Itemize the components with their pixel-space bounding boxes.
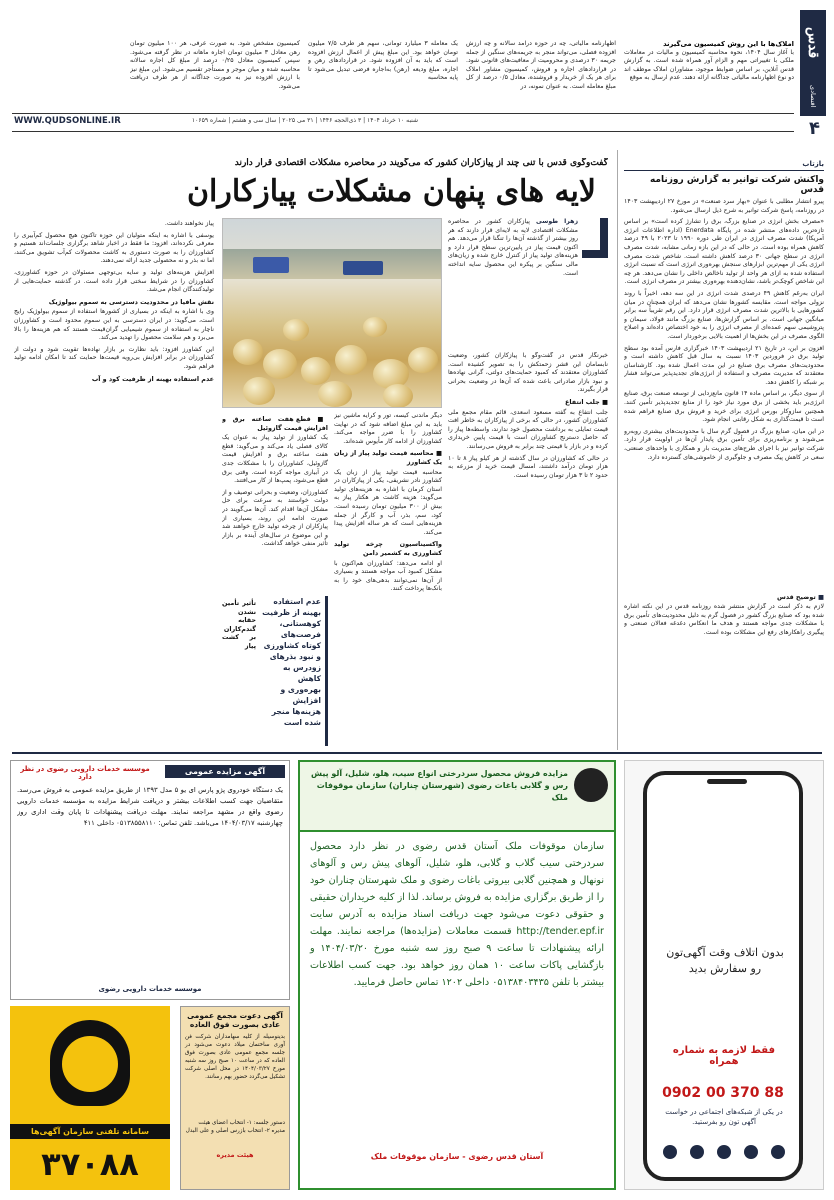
article-col-c2 xyxy=(222,596,256,746)
column-divider xyxy=(617,150,618,750)
article-subhead: ■ محاسبه قیمت تولید پیاز از زبان یک کشاورز xyxy=(334,449,442,466)
side-reply: لازم به ذکر است در گزارش منتشر شده روزنامه قدس در این نکته اشاره شده بود که صنایع بزرگ کشور در فصول گرم به دلیل محدودیت‌های تأمین برق با مشکلات جدی مواجه هستند و هدف ما انعکاس دغدغه فعالان صنعتی و پیگیری راهکارهای رفع این مشکلات بوده است. xyxy=(624,603,824,636)
ad-heading: بدون اتلاف وقت آگهی‌تون رو سفارش بدید xyxy=(666,946,784,975)
side-intro: پیرو انتشار مطلبی با عنوان «بهار سرد صنعت» در مورخ ۲۷ اردیبهشت ۱۴۰۳ در روزنامه، پاسخ شرکت توانیر به شرح ذیل ارسال می‌شود. xyxy=(624,198,824,214)
page-number: ۴ xyxy=(809,118,820,139)
dateline: شنبه ۱۰ خرداد ۱۴۰۴ | ۳ ذی‌الحجه ۱۴۴۶ | ۳۱ می ۲۰۲۵ | سال سی و هشتم | شماره ۱۰۶۵۹ xyxy=(191,117,418,124)
auction-signature: موسسه خدمات دارویی رضوی xyxy=(98,985,202,993)
instagram-icon[interactable] xyxy=(744,1145,758,1159)
auction-title: آگهی مزایده عمومی xyxy=(165,765,285,778)
article-paragraph: پیاز نخواهند داشت. xyxy=(164,220,214,227)
subhead-2: واکسیناسیون چرخه تولید کشاورزی به کشمیر دامن xyxy=(334,540,442,557)
meeting-title: آگهی دعوت مجمع عمومی عادی بصورت فوق العاده xyxy=(187,1011,283,1029)
article-paragraph: محاسبه قیمت تولید پیاز از زبان یک کشاورز نادر نشریفی، یکی از پیازکاران در استان کرمان با اشاره به هزینه‌های تولید می‌گوید: هزینه کاشت هر هکتار پیاز به بیش از ۳۰۰ میلیون تومان رسیده است. کود، سم، بذر، آب و کارگر از جمله هزینه‌هایی است که هر ساله افزایش پیدا می‌کند. xyxy=(334,468,442,536)
side-kicker: بازتاب xyxy=(624,160,824,171)
article-col-a xyxy=(448,352,608,742)
article-headline: لایه های پنهان مشکلات پیازکاران xyxy=(186,174,596,209)
pullquote-text: عدم استفاده بهینه از ظرفیت کوهستانی، فرصت‌های کوتاه کشاورزی و نبود بذرهای زودرس به کاهش بهره‌وری و افزایش هزینه‌ها منجر شده است xyxy=(262,597,321,727)
social-icons xyxy=(663,1145,785,1159)
side-subhead-text: توضیح قدس xyxy=(777,593,816,602)
article-paragraph: جلب انتفاع به گفته مسعود اسعدی، قائم مقام مجمع ملی کشاورزان کشور، در حالی که برخی از پیازکاران به خاطر افت قیمت تمایلی به برداشت محصول خود ندارند، واسطه‌ها پیاز را که حاصل دسترنج کشاورزان است با قیمت پایین خریداری کرده و در بازار با قیمتی چند برابر به فروش می‌رسانند. xyxy=(448,408,608,450)
article-subhead: ■ قطع هفت ساعته برق و افزایش قیمت گازوئیل xyxy=(222,415,328,432)
article-col-b xyxy=(334,412,442,742)
article-col-c xyxy=(222,412,328,592)
telegram-icon[interactable] xyxy=(771,1145,785,1159)
hotline-ad[interactable] xyxy=(10,1006,170,1190)
ads-divider xyxy=(12,752,822,754)
website-link[interactable]: WWW.QUDSONLINE.IR xyxy=(14,116,121,126)
bale-icon[interactable] xyxy=(663,1145,677,1159)
article-paragraph: وی با اشاره به اینکه در بسیاری از کشورها استفاده از سموم بیولوژیک رایج است، می‌گوید: در ایران دسترسی به این سموم محدود است و کشاورزان ناچار به استفاده از سموم شیمیایی گران‌قیمت هستند که هم هزینه‌ها را بالا می‌برد و هم سلامت محصول را تهدید می‌کند. xyxy=(14,308,214,342)
article-paragraph: کشاورزان، وضعیت و بحرانی توصیف و از دولت خواستند به سرعت برای حل مشکل آن‌ها اقدام کند. آن‌ها می‌گویند در صورت ادامه این روند، بسیاری از پیازکاران از چرخه تولید خارج خواهند شد و این موضوع در سال‌های آینده بر بازار تأثیر منفی خواهد گذاشت. xyxy=(222,488,328,548)
phone-frame xyxy=(643,771,803,1181)
lead-text: پیازکاران کشور در محاصره مشکلات اقتصادی لایه به لایه‌ای قرار دارند که هر روز بیشتر از گذشته آن‌ها را تنگنا قرار می‌دهد. هم اکنون قیمت پیاز در پایین‌ترین سطح قرار دارد و هزینه‌های تولید پیاز از کنترل خارج شده و زیان‌های مالی سنگین بر پیکره این محصول سایه انداخته است. xyxy=(448,218,578,277)
subhead-3: تأثیر تأمین نشدن حقابه گندم‌کاران بر کشت پیاز xyxy=(222,599,256,650)
top-news-text-1: با آغاز سال ۱۴۰۴، نحوه محاسبه کمیسیون و مالیات در معاملات ملکی با تغییراتی مهم و الزام آور همراه شده است. به گزارش قدس آنلاین، بر اساس ضوابط موجود، مشاوران املاک موظف اند دو نوع اظهارنامه مالیاتی جداگانه ارائه دهند. عدم ارسال به موقع xyxy=(624,48,794,82)
article-paragraph: یک کشاورز از تولید پیاز به عنوان یک کالای فصلی یاد می‌کند و می‌گوید: قطع هفت ساعته برق و افزایش قیمت گازوئیل، کشاورزان را با مشکلات جدی در آبیاری مواجه کرده است. وقتی برق قطع می‌شود، پمپ‌ها از کار می‌افتند. xyxy=(222,434,328,485)
lead-text-wrap xyxy=(448,218,578,278)
article-paragraph: یوسفی با اشاره به اینکه متولیان این حوزه تاکنون هیچ محصول کم‌آبیری را معرفی نکرده‌اند، افزود: ما فقط در اخبار شاهد برگزاری جلسات‌اند هستیم و کشاورزان را به صورت دستوری به کاشت محصولات کم‌آب تشویق می‌کنند، اما نه بذر و نه محصولی جدید ارائه نمی‌دهند. xyxy=(14,231,214,265)
eitaa-icon[interactable] xyxy=(690,1145,704,1159)
col-c-title: قطع هفت ساعته برق و افزایش قیمت گازوئیل xyxy=(222,415,328,432)
side-paragraph: در این میان، صنایع بزرگ در فصول گرم سال با محدودیت‌های بیشتری روبه‌رو می‌شوند و برنامه‌ریزی برای تأمین برق پایدار آن‌ها در اولویت قرار دارد. شرکت توانیر نیز با اجرای طرح‌های مدیریت بار و همکاری با واحدهای صنعتی، سعی در کاهش پیک مصرف و جلوگیری از خاموشی‌های گسترده دارد. xyxy=(624,427,824,461)
top-news-col-4: کمیسیون مشخص شود. به صورت عرفی، هر ۱۰۰ میلیون تومان رهن معادل ۳ میلیون تومان اجاره ماهانه در نظر گرفته می‌شود. سپس کمیسیون معادل ۰/۲۵ درصد از مبلغ کل اجاره سالانه محاسبه شده و میان موجر و مستأجر تقسیم می‌شود. این مبلغ نیز با ارزش افزوده نیز به صورت جداگانه از هر طرف دریافت می‌شود. xyxy=(130,40,300,90)
logo-text: قدس xyxy=(805,27,821,59)
logo-block xyxy=(800,10,826,116)
tender-ad[interactable] xyxy=(298,760,616,1190)
meeting-body: بدینوسیله از کلیه سهامداران شرکت فن آوری ساختمان میلاد دعوت می‌شود در جلسه مجمع عمومی عادی بصورت فوق العاده که در ساعت ۱۰ صبح روز سه شنبه مورخ ۱۴۰۴/۰۳/۲۷ در محل اصلی شرکت تشکیل می‌گردد حضور بهم رسانند. xyxy=(185,1034,285,1080)
article-paragraph: افزایش هزینه‌های تولید و سایه بی‌توجهی مسئولان در حوزه کشاورزی، کشاورزان را در شرایط سختی قرار داده است. در گذشته حمایت‌هایی از تولیدکنندگان انجام می‌شد. xyxy=(14,268,214,294)
pullquote-box xyxy=(262,596,328,746)
meeting-signature: هیئت مدیره xyxy=(216,1151,254,1159)
article-subhead xyxy=(222,599,256,651)
article-paragraph: دیگر ماندنی کیسه، تور و کرایه ماشین نیز باید به این مبلغ اضافه شود که در نهایت کشاورز را با ضرر مواجه می‌کند. کشاورزان از ادامه کار مأیوس شده‌اند. xyxy=(334,412,442,445)
side-paragraph: افزون بر این، در تاریخ ۲۱ اردیبهشت ۱۴۰۳ خبرگزاری فارس آمده بود سطح تولید برق در فروردین ۱۴۰۳ نسبت به سال قبل کاهش داشته است و محدودیت‌های مصرف برق صنایع در این مدت اعمال شده بود. کارشناسان معتقدند که مدیریت مصرف و استفاده از انرژی‌های تجدیدپذیر می‌تواند فشار بر شبکه را کاهش دهد. xyxy=(624,344,824,386)
article-paragraph: او ادامه می‌دهد: کشاورزان هم‌اکنون با مشکل کمبود آب مواجه هستند و بسیاری از آن‌ها نمی‌توانند بدهی‌های خود را به بانک‌ها پرداخت کنند. xyxy=(334,559,442,593)
top-news-col-3: یک معامله ۳ میلیارد تومانی، سهم هر طرف ۷/۵ میلیون تومان خواهد بود. این مبلغ پیش از اعمال ارزش افزوده است که باید به آن افزوده شود. در قراردادهای رهن و اجاره، مبلغ ودیعه (رهن) به‌اجاره فرضی تبدیل می‌شود تا پایه محاسبه xyxy=(308,40,458,82)
side-title: واکنش شرکت توانیر به گزارش روزنامه قدس xyxy=(649,175,824,195)
side-paragraph: ایران به‌رغم کاهش ۴۹ درصدی شدت انرژی در این سه دهه، اخیراً با روند نزولی مواجه است. مقایسه کشورها نشان می‌دهد که ایران همچنان در میان کشورهایی با بالاترین شدت مصرف انرژی قرار دارد. این رقم تقریباً سه برابر میانگین جهانی است. بر اساس گزارش‌ها، صنایع بزرگ مانند فولاد، سیمان و پتروشیمی سهم عمده‌ای از مصرف انرژی را به خود اختصاص داده‌اند و اصلاح الگوی مصرف در این بخش‌ها از اهمیت بالایی برخوردار است. xyxy=(624,289,824,340)
top-news-title: املاک‌ها با این روش کمیسیون می‌گیرند xyxy=(663,40,794,48)
tender-signature: آستان قدس رضوی - سازمان موقوفات ملک xyxy=(370,1152,544,1161)
article-paragraph: در حالی که کشاورزان در سال گذشته از هر کیلو پیاز ۸ تا ۱۰ هزار تومان درآمد داشتند، امسال قیمت خرید از مزرعه به حدود ۲ تا ۳ هزار تومان رسیده است. xyxy=(448,454,608,479)
side-column xyxy=(624,160,824,740)
side-paragraph: «مصرف‌ بخش‌ انرژی در صنایع بزرگ، برق را تشارژ کرده است» بر اساس تازه‌ترین داده‌های منتشر شده در پایگاه Enerdata (اداره اطلاعات انرژی آمریکا) شدت مصرف انرژی در ایران طی دوره ۱۹۹۰ تا ۲۰۲۳ با ۴۹ درصد کاهش همراه بوده است. در حالی که در این بازه زمانی مشابه، شدت مصرف انرژی در سطح جهانی ۳۰ درصد کاهش داشته است. شاخص شدت مصرف انرژی یکی از مهم‌ترین ابزارهای سنجش بهره‌وری انرژی است که نسبت انرژی استفاده شده به ازای هر واحد از تولید ناخالص داخلی را نشان می‌دهد. هر چه این شاخص کوچک‌تر باشد، نشان‌دهنده بهره‌وری بیشتر در مصرف انرژی است. xyxy=(624,218,824,286)
auction-ad[interactable] xyxy=(10,760,290,1000)
whatsapp-icon[interactable] xyxy=(717,1145,731,1159)
side-paragraph: از سوی دیگر، بر اساس ماده ۱۴ قانون مانع‌زدایی از توسعه صنعت برق، صنایع انرژی‌بر باید بخشی از برق مورد نیاز خود را از منابع تجدیدپذیر تأمین کنند. همچنین سازوکار بورس انرژی برای خرید و فروش برق صنایع فراهم شده است تا قیمت‌گذاری به شکل رقابتی انجام شود. xyxy=(624,390,824,424)
side-subhead: ■ توضیح قدس xyxy=(777,593,824,602)
ad-cta: فقط لازمه به شماره همراه xyxy=(672,1045,776,1067)
byline: زهرا طوسی xyxy=(535,218,578,225)
article-paragraph: خبرنگار قدس در گفت‌وگو با پیازکاران کشور، وضعیت نابسامان این قشر زحمتکش را به تصویر کشیده است. کشاورزان معتقدند که کمبود حمایت‌های دولتی، گرانی نهاده‌ها و نبود بازار صادراتی باعث شده که آن‌ها در وضعیت بحرانی قرار بگیرند. xyxy=(448,352,608,394)
meeting-ad[interactable] xyxy=(180,1006,290,1190)
drop-letter-icon xyxy=(582,218,608,258)
hotline-number[interactable]: ۳۷۰۸۸ xyxy=(41,1145,139,1183)
top-news-col-1 xyxy=(624,40,794,102)
section-label: اقتصادی xyxy=(809,84,817,108)
tender-body: سازمان موقوفات ملک آستان قدس رضوی در نظر دارد محصول سردرختی سیب گلاب و گلابی، هلو، شلیل، آلوهای پیش رس و آلوهای نونهال و همچنین گلابی بیروتی باغات رضوی و ملک شهرستان چناران خود را از طریق برگزاری مزایده به فروش برساند. لذا از کلیه خریداران حقیقی و حقوقی دعوت می‌شود جهت دریافت اسناد مزایده به آدرس سایت http://tender.epf.ir قسمت معاملات (مزایده‌ها) مراجعه نمایند. مهلت ارائه پیشنهادات تا ساعت ۹ صبح روز سه شنبه مورخ ۱۴۰۴/۰۳/۲۰ و بازگشایی پاکات ساعت ۱۰ همان روز خواهد بود. جهت کسب اطلاعات بیشتر با تلفن ۰۵۱۳۸۴۰۳۴۳۵ داخلی ۱۲۰۲ تماس حاصل فرمایید. xyxy=(310,841,604,988)
lead-block xyxy=(448,218,608,348)
article-subhead xyxy=(334,540,442,557)
meeting-agenda: دستور جلسه: ۱- انتخاب اعضای هیئت مدیره ۲- انتخاب بازرس اصلی و علی البدل xyxy=(185,1120,285,1134)
phone-ad[interactable] xyxy=(624,760,824,1190)
auction-body: یک دستگاه خودروی پژو پارس ای یو ۵ مدل ۱۳۹۳ از طریق مزایده عمومی به فروش می‌رسد. متقاضیان جهت کسب اطلاعات بیشتر و دریافت شرایط مزایده به مؤسسه خدمات دارویی رضوی واقع در مشهد مراجعه نمایند. مهلت دریافت پیشنهادات تا پایان وقت اداری روز چهارشنبه ۱۴۰۴/۰۳/۱۷ می‌باشد. تلفن تماس: ۰۵۱۳۸۵۵۸۱۱۰ داخلی ۴۱۱ xyxy=(17,786,283,827)
article-kicker: گفت‌وگوی قدس با تنی چند از پیازکاران کشور که می‌گویند در محاصره مشکلات اقتصادی قرار دارند xyxy=(234,158,608,168)
article-col-d xyxy=(14,220,214,742)
tender-title: مزایده فروش محصول سردرختی انواع سیب، هلو، شلیل، آلو پیش رس و گلابی باغات رضوی (شهرستان چناران) سازمان موقوفات ملک xyxy=(311,769,568,802)
ad-phone-number[interactable]: 0902 00 370 88 xyxy=(662,1085,784,1101)
article-paragraph: این کشاورز افزود: باید نظارت بر بازار نهاده‌ها تقویت شود و دولت از کشاورزان در برابر افزایش بی‌رویه قیمت‌ها حمایت کند تا امکان ادامه تولید فراهم شود. xyxy=(14,345,214,370)
header-rule xyxy=(12,113,794,114)
top-news-col-2: اظهارنامه مالیاتی، چه در حوزه درآمد سالانه و چه ارزش افزوده فصلی، می‌تواند منجر به جریمه‌های سنگین از جمله جریمه ۳۰ درصدی و محرومیت از معافیت‌های قانونی شود. در قراردادهای اجاره و فروش، کمیسیون مشاور املاک برای هر یک از خریدار و فروشنده، معادل ۰/۵ درصد از کل مبلغ معامله است. به عنوان نمونه، در xyxy=(466,40,616,90)
article-subhead: ■ جلب انتفاع xyxy=(564,397,608,406)
auction-org: موسسه خدمات دارویی رضوی در نظر دارد xyxy=(20,765,150,781)
article-subhead: نقش مافیا در محدودیت دسترسی به سموم بیولوژیک xyxy=(48,297,214,306)
tender-header xyxy=(300,762,614,832)
box-title: عدم استفاده بهینه از ظرفیت کود و آب xyxy=(91,374,214,383)
header-rule-2 xyxy=(12,131,794,132)
tender-logo-icon xyxy=(574,768,608,802)
hotline-label: سامانه تلفنی سازمان آگهی‌ها xyxy=(10,1124,170,1139)
onion-harvest-photo xyxy=(222,218,442,408)
headset-face xyxy=(62,1036,118,1092)
side-body xyxy=(624,218,824,590)
ad-subtitle: در یکی از شبکه‌های اجتماعی در خواست آگهی تون رو بفرستید. xyxy=(665,1108,783,1126)
